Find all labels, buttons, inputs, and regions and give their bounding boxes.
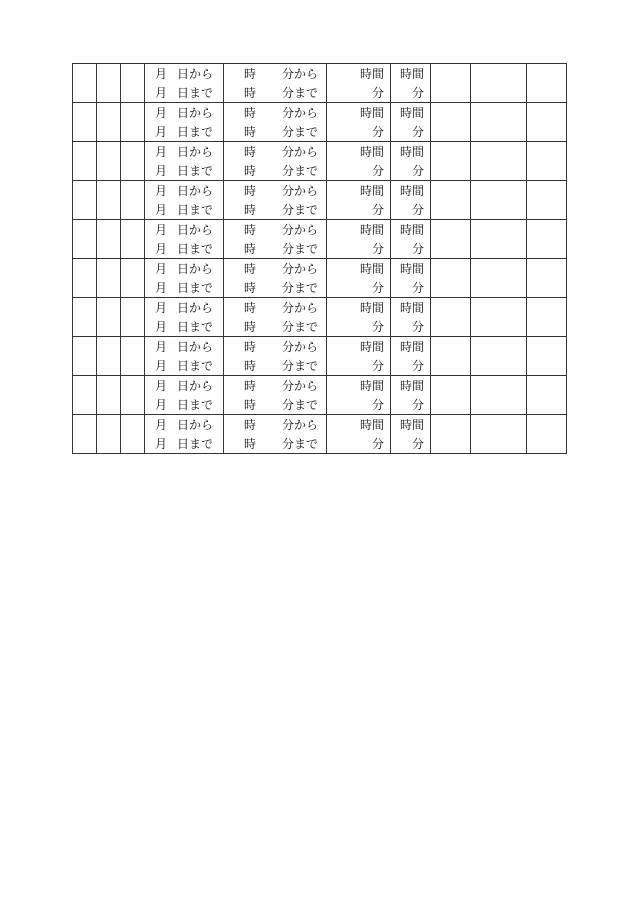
time-to-cell [224, 317, 327, 337]
hours-label: 時間 [399, 67, 424, 81]
date-to-cell [145, 200, 224, 220]
blank-cell [121, 220, 145, 259]
hours-cell [391, 337, 431, 357]
blank-cell [471, 259, 527, 298]
date-from-cell [145, 259, 224, 279]
blank-cell [97, 376, 121, 415]
hours-cell [391, 181, 431, 201]
time-from-cell [224, 64, 327, 84]
minutes-label: 分 [411, 242, 424, 256]
date-from-cell [145, 298, 224, 318]
hours-cell [327, 103, 391, 123]
minutes-cell [391, 278, 431, 298]
month-label: 月 [154, 340, 167, 354]
hour-label: 時 [243, 203, 256, 217]
blank-cell [527, 337, 567, 376]
time-to-cell [224, 83, 327, 103]
date-from-cell [145, 142, 224, 162]
hours-label: 時間 [399, 184, 424, 198]
hours-label: 時間 [359, 379, 384, 393]
hour-label: 時 [243, 223, 256, 237]
blank-cell [431, 415, 471, 454]
minutes-label: 分 [411, 359, 424, 373]
minutes-cell [327, 161, 391, 181]
hours-label: 時間 [359, 262, 384, 276]
month-label: 月 [154, 164, 167, 178]
minutes-cell [391, 200, 431, 220]
time-from-cell [224, 415, 327, 435]
minutes-label: 分 [371, 437, 384, 451]
day-to-label: 日まで [176, 281, 213, 295]
table-row [73, 142, 567, 162]
min-to-label: 分まで [281, 164, 318, 178]
blank-cell [527, 181, 567, 220]
month-label: 月 [154, 106, 167, 120]
minutes-label: 分 [411, 320, 424, 334]
day-to-label: 日まで [176, 398, 213, 412]
date-from-cell [145, 181, 224, 201]
min-to-label: 分まで [281, 437, 318, 451]
date-to-cell [145, 278, 224, 298]
min-from-label: 分から [281, 184, 318, 198]
min-from-label: 分から [281, 262, 318, 276]
blank-cell [73, 220, 97, 259]
blank-cell [73, 103, 97, 142]
blank-cell [471, 220, 527, 259]
blank-cell [527, 259, 567, 298]
date-to-cell [145, 395, 224, 415]
blank-cell [97, 181, 121, 220]
blank-cell [527, 298, 567, 337]
hours-cell [391, 103, 431, 123]
blank-cell [471, 415, 527, 454]
blank-cell [73, 415, 97, 454]
blank-cell [471, 142, 527, 181]
blank-cell [527, 142, 567, 181]
blank-cell [73, 376, 97, 415]
blank-cell [121, 103, 145, 142]
month-label: 月 [154, 242, 167, 256]
time-from-cell [224, 298, 327, 318]
hour-label: 時 [243, 320, 256, 334]
date-to-cell [145, 317, 224, 337]
time-from-cell [224, 181, 327, 201]
min-from-label: 分から [281, 379, 318, 393]
hour-label: 時 [243, 398, 256, 412]
minutes-cell [327, 395, 391, 415]
blank-cell [73, 337, 97, 376]
minutes-cell [391, 317, 431, 337]
hours-label: 時間 [399, 145, 424, 159]
hour-label: 時 [243, 379, 256, 393]
minutes-cell [391, 239, 431, 259]
table-row [73, 64, 567, 84]
min-from-label: 分から [281, 106, 318, 120]
hours-cell [391, 376, 431, 396]
table-row [73, 259, 567, 279]
blank-cell [73, 64, 97, 103]
min-from-label: 分から [281, 223, 318, 237]
blank-cell [97, 337, 121, 376]
blank-cell [97, 259, 121, 298]
month-label: 月 [154, 320, 167, 334]
hours-cell [391, 415, 431, 435]
date-from-cell [145, 103, 224, 123]
minutes-cell [327, 356, 391, 376]
min-to-label: 分まで [281, 359, 318, 373]
blank-cell [471, 298, 527, 337]
month-label: 月 [154, 418, 167, 432]
day-from-label: 日から [176, 106, 213, 120]
blank-cell [431, 142, 471, 181]
hours-cell [327, 298, 391, 318]
blank-cell [431, 337, 471, 376]
blank-cell [97, 298, 121, 337]
minutes-cell [327, 278, 391, 298]
month-label: 月 [154, 281, 167, 295]
hour-label: 時 [243, 164, 256, 178]
month-label: 月 [154, 437, 167, 451]
day-from-label: 日から [176, 262, 213, 276]
month-label: 月 [154, 262, 167, 276]
hour-label: 時 [243, 184, 256, 198]
hour-label: 時 [243, 418, 256, 432]
day-to-label: 日まで [176, 203, 213, 217]
blank-cell [431, 220, 471, 259]
blank-cell [471, 64, 527, 103]
blank-cell [121, 142, 145, 181]
hours-cell [327, 181, 391, 201]
hour-label: 時 [243, 106, 256, 120]
minutes-label: 分 [371, 281, 384, 295]
blank-cell [431, 181, 471, 220]
blank-cell [73, 181, 97, 220]
minutes-label: 分 [371, 164, 384, 178]
blank-cell [471, 376, 527, 415]
min-to-label: 分まで [281, 398, 318, 412]
hours-label: 時間 [359, 301, 384, 315]
blank-cell [431, 259, 471, 298]
blank-cell [73, 259, 97, 298]
minutes-cell [391, 83, 431, 103]
minutes-cell [327, 434, 391, 454]
minutes-cell [327, 317, 391, 337]
date-to-cell [145, 239, 224, 259]
blank-cell [431, 298, 471, 337]
hour-label: 時 [243, 67, 256, 81]
minutes-cell [327, 122, 391, 142]
hour-label: 時 [243, 437, 256, 451]
table-row [73, 103, 567, 123]
table-row [73, 415, 567, 435]
minutes-label: 分 [411, 398, 424, 412]
blank-cell [527, 376, 567, 415]
hour-label: 時 [243, 145, 256, 159]
blank-cell [431, 103, 471, 142]
blank-cell [471, 181, 527, 220]
blank-cell [121, 376, 145, 415]
blank-cell [121, 337, 145, 376]
hours-cell [391, 298, 431, 318]
hour-label: 時 [243, 281, 256, 295]
hours-label: 時間 [359, 340, 384, 354]
hours-label: 時間 [399, 106, 424, 120]
date-to-cell [145, 83, 224, 103]
date-to-cell [145, 356, 224, 376]
minutes-label: 分 [411, 437, 424, 451]
hours-label: 時間 [359, 106, 384, 120]
blank-cell [121, 181, 145, 220]
minutes-cell [327, 83, 391, 103]
date-to-cell [145, 434, 224, 454]
blank-cell [527, 64, 567, 103]
month-label: 月 [154, 145, 167, 159]
blank-cell [431, 376, 471, 415]
hours-label: 時間 [359, 223, 384, 237]
day-from-label: 日から [176, 418, 213, 432]
day-from-label: 日から [176, 340, 213, 354]
blank-cell [97, 220, 121, 259]
minutes-cell [391, 434, 431, 454]
table-row [73, 376, 567, 396]
time-to-cell [224, 161, 327, 181]
month-label: 月 [154, 203, 167, 217]
month-label: 月 [154, 184, 167, 198]
table-row [73, 298, 567, 318]
day-from-label: 日から [176, 223, 213, 237]
day-from-label: 日から [176, 145, 213, 159]
hours-label: 時間 [359, 145, 384, 159]
time-to-cell [224, 122, 327, 142]
time-from-cell [224, 103, 327, 123]
date-from-cell [145, 376, 224, 396]
time-to-cell [224, 200, 327, 220]
minutes-label: 分 [411, 125, 424, 139]
blank-cell [97, 64, 121, 103]
time-to-cell [224, 239, 327, 259]
hours-label: 時間 [359, 184, 384, 198]
minutes-cell [327, 200, 391, 220]
blank-cell [471, 337, 527, 376]
hour-label: 時 [243, 359, 256, 373]
minutes-label: 分 [411, 203, 424, 217]
blank-cell [471, 103, 527, 142]
day-from-label: 日から [176, 379, 213, 393]
minutes-cell [391, 161, 431, 181]
blank-cell [121, 259, 145, 298]
blank-cell [431, 64, 471, 103]
table-row [73, 181, 567, 201]
minutes-cell [327, 239, 391, 259]
blank-cell [527, 220, 567, 259]
hours-cell [391, 142, 431, 162]
time-from-cell [224, 337, 327, 357]
hours-cell [327, 376, 391, 396]
day-to-label: 日まで [176, 242, 213, 256]
blank-cell [527, 103, 567, 142]
month-label: 月 [154, 359, 167, 373]
min-to-label: 分まで [281, 242, 318, 256]
minutes-cell [391, 395, 431, 415]
blank-cell [121, 298, 145, 337]
hour-label: 時 [243, 86, 256, 100]
minutes-label: 分 [371, 320, 384, 334]
min-from-label: 分から [281, 340, 318, 354]
month-label: 月 [154, 379, 167, 393]
min-from-label: 分から [281, 418, 318, 432]
date-to-cell [145, 122, 224, 142]
blank-cell [121, 64, 145, 103]
date-to-cell [145, 161, 224, 181]
hour-label: 時 [243, 301, 256, 315]
blank-cell [97, 103, 121, 142]
month-label: 月 [154, 86, 167, 100]
hours-cell [391, 220, 431, 240]
hours-label: 時間 [399, 379, 424, 393]
minutes-label: 分 [371, 398, 384, 412]
month-label: 月 [154, 223, 167, 237]
minutes-label: 分 [371, 86, 384, 100]
blank-cell [527, 415, 567, 454]
day-to-label: 日まで [176, 437, 213, 451]
hour-label: 時 [243, 242, 256, 256]
time-from-cell [224, 142, 327, 162]
hours-cell [327, 337, 391, 357]
hours-label: 時間 [359, 67, 384, 81]
time-to-cell [224, 434, 327, 454]
date-from-cell [145, 415, 224, 435]
day-from-label: 日から [176, 67, 213, 81]
minutes-label: 分 [371, 125, 384, 139]
day-to-label: 日まで [176, 164, 213, 178]
hour-label: 時 [243, 340, 256, 354]
day-from-label: 日から [176, 184, 213, 198]
table-body [73, 64, 567, 454]
hours-cell [327, 142, 391, 162]
minutes-label: 分 [371, 359, 384, 373]
blank-cell [97, 142, 121, 181]
hours-cell [391, 64, 431, 84]
time-from-cell [224, 376, 327, 396]
hours-cell [391, 259, 431, 279]
blank-cell [97, 415, 121, 454]
hour-label: 時 [243, 262, 256, 276]
hours-label: 時間 [399, 301, 424, 315]
hours-label: 時間 [359, 418, 384, 432]
min-from-label: 分から [281, 145, 318, 159]
minutes-cell [391, 122, 431, 142]
min-to-label: 分まで [281, 281, 318, 295]
min-from-label: 分から [281, 301, 318, 315]
hours-cell [327, 259, 391, 279]
date-from-cell [145, 220, 224, 240]
day-to-label: 日まで [176, 86, 213, 100]
min-from-label: 分から [281, 67, 318, 81]
minutes-label: 分 [411, 281, 424, 295]
minutes-label: 分 [411, 164, 424, 178]
month-label: 月 [154, 301, 167, 315]
blank-cell [121, 415, 145, 454]
minutes-cell [391, 356, 431, 376]
day-to-label: 日まで [176, 320, 213, 334]
date-from-cell [145, 64, 224, 84]
time-from-cell [224, 220, 327, 240]
time-to-cell [224, 356, 327, 376]
blank-cell [73, 142, 97, 181]
minutes-label: 分 [371, 242, 384, 256]
day-to-label: 日まで [176, 359, 213, 373]
date-from-cell [145, 337, 224, 357]
minutes-label: 分 [411, 86, 424, 100]
hours-cell [327, 220, 391, 240]
hours-label: 時間 [399, 262, 424, 276]
blank-cell [73, 298, 97, 337]
month-label: 月 [154, 67, 167, 81]
time-to-cell [224, 395, 327, 415]
table-row [73, 337, 567, 357]
hours-label: 時間 [399, 418, 424, 432]
minutes-label: 分 [371, 203, 384, 217]
month-label: 月 [154, 125, 167, 139]
hours-cell [327, 64, 391, 84]
table-row [73, 220, 567, 240]
time-from-cell [224, 259, 327, 279]
hours-cell [327, 415, 391, 435]
hour-label: 時 [243, 125, 256, 139]
min-to-label: 分まで [281, 86, 318, 100]
min-to-label: 分まで [281, 320, 318, 334]
work-log-table [72, 63, 567, 454]
time-to-cell [224, 278, 327, 298]
hours-label: 時間 [399, 223, 424, 237]
min-to-label: 分まで [281, 125, 318, 139]
month-label: 月 [154, 398, 167, 412]
hours-label: 時間 [399, 340, 424, 354]
day-to-label: 日まで [176, 125, 213, 139]
min-to-label: 分まで [281, 203, 318, 217]
day-from-label: 日から [176, 301, 213, 315]
